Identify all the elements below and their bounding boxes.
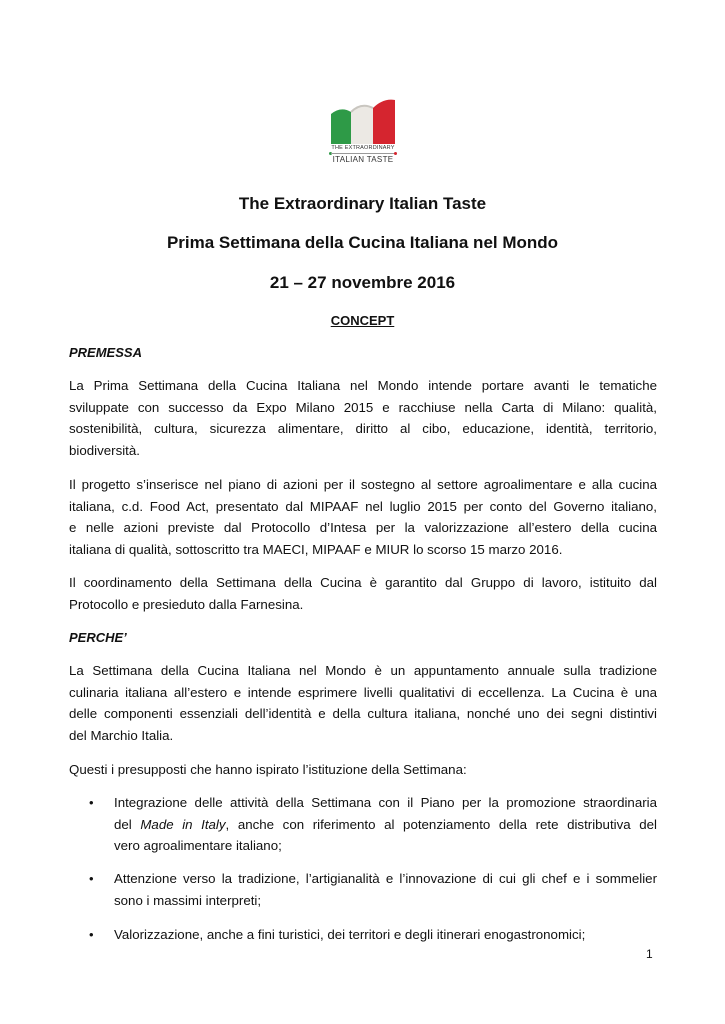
premessa-paragraph-2: Il progetto s’inserisce nel piano di azioni per il sostegno al settore agroalimentare e alla cucina italiana, c.d. Food Act, presentato dal MIPAAF nel luglio 2015 per conto del Governo italiano, e nelle azioni previste dal Protocollo d’Intesa per la valorizzazione all’estero della cucina italiana di qualità, sottoscritto tra MAECI, MIPAAF e MIUR lo scorso 15 marzo 2016.: [69, 477, 657, 558]
italian-flag-wave-icon: [327, 98, 399, 144]
extraordinary-italian-taste-logo: [327, 98, 399, 164]
premessa-heading: PREMESSA: [69, 345, 142, 360]
perche-paragraph-1: La Settimana della Cucina Italiana nel Mondo è un appuntamento annuale sulla tradizione culinaria italiana all’estero e intende esprimere livelli qualitativi di eccellenza. La Cucina è una delle componenti essenziali dell’identità e della cultura italiana, nonché uno dei segni distintivi del Marchio Italia.: [69, 663, 657, 744]
concept-heading: CONCEPT: [330, 313, 395, 328]
page-number: 1: [646, 947, 653, 961]
document-page: THE EXTRAORDINARY ITALIAN TASTE The Extraordinary Italian Taste Prima Settimana della Cucina Italiana nel Mondo 21 – 27 novembre 2016 CONCEPT PREMESSA La Prima Settimana della Cucina Italiana nel Mondo intende portare avanti le tematiche sviluppate con successo da Expo Milano 2015 e racchiuse nella Carta di Milano: qualità, sostenibilità, cultura, sicurezza alimentare, diritto al cibo, educazione, identità, territorio, biodiversità. Il progetto s’inserisce nel piano di azioni per il sostegno al settore agroalimentare e alla cucina italiana, c.d. Food Act, presentato dal MIPAAF nel luglio 2015 per conto del Governo italiano, e nelle azioni previste dal Protocollo d’Intesa per la valorizzazione all’estero della cucina italiana di qualità, sottoscritto tra MAECI, MIPAAF e MIUR lo scorso 15 marzo 2016. Il coordinamento della Settimana della Cucina è garantito dal Gruppo di lavoro, istituito dal Protocollo e presieduto dalla Farnesina. PERCHE’ La Settimana della Cucina Italiana nel Mondo è un appuntamento annuale sulla tradizione culinaria italiana all’estero e intende esprimere livelli qualitativi di eccellenza. La Cucina è una delle componenti essenziali dell’identità e della cultura italiana, nonché uno dei segni distintivi del Marchio Italia. Questi i presupposti che hanno ispirato l’istituzione della Settimana: • Integrazione delle attività della Settimana con il Piano per la promozione straordinaria del Made in Italy, anche con riferimento al potenziamento della rete distributiva del vero agroalimentare italiano; • Attenzione verso la tradizione, l’artigianalità e l’innovazione di cui gli chef e i sommelier sono i massimi interpreti; • Valorizzazione, anche a fini turistici, dei territori e degli itinerari enogastronomici; 1: [0, 0, 725, 1024]
logo-divider: [331, 153, 395, 154]
bullet-icon: •: [89, 927, 94, 942]
document-subtitle: Prima Settimana della Cucina Italiana nel Mondo: [166, 233, 559, 252]
logo-tagline-bottom: ITALIAN TASTE: [332, 155, 394, 164]
bullet-icon: •: [89, 795, 94, 810]
perche-intro: Questi i presupposti che hanno ispirato l’istituzione della Settimana:: [69, 762, 467, 777]
perche-heading: PERCHE’: [69, 630, 127, 645]
bullet-icon: •: [89, 871, 94, 886]
premessa-paragraph-1: La Prima Settimana della Cucina Italiana nel Mondo intende portare avanti le tematiche sviluppate con successo da Expo Milano 2015 e racchiuse nella Carta di Milano: qualità, sostenibilità, cultura, sicurezza alimentare, diritto al cibo, educazione, identità, territorio, biodiversità.: [69, 378, 657, 459]
document-title: The Extraordinary Italian Taste: [238, 194, 487, 213]
logo-tagline-top: THE EXTRAORDINARY: [331, 145, 395, 151]
premessa-paragraph-3: Il coordinamento della Settimana della Cucina è garantito dal Gruppo di lavoro, istituito dal Protocollo e presieduto dalla Farnesina.: [69, 575, 657, 612]
event-dates: 21 – 27 novembre 2016: [269, 273, 456, 292]
